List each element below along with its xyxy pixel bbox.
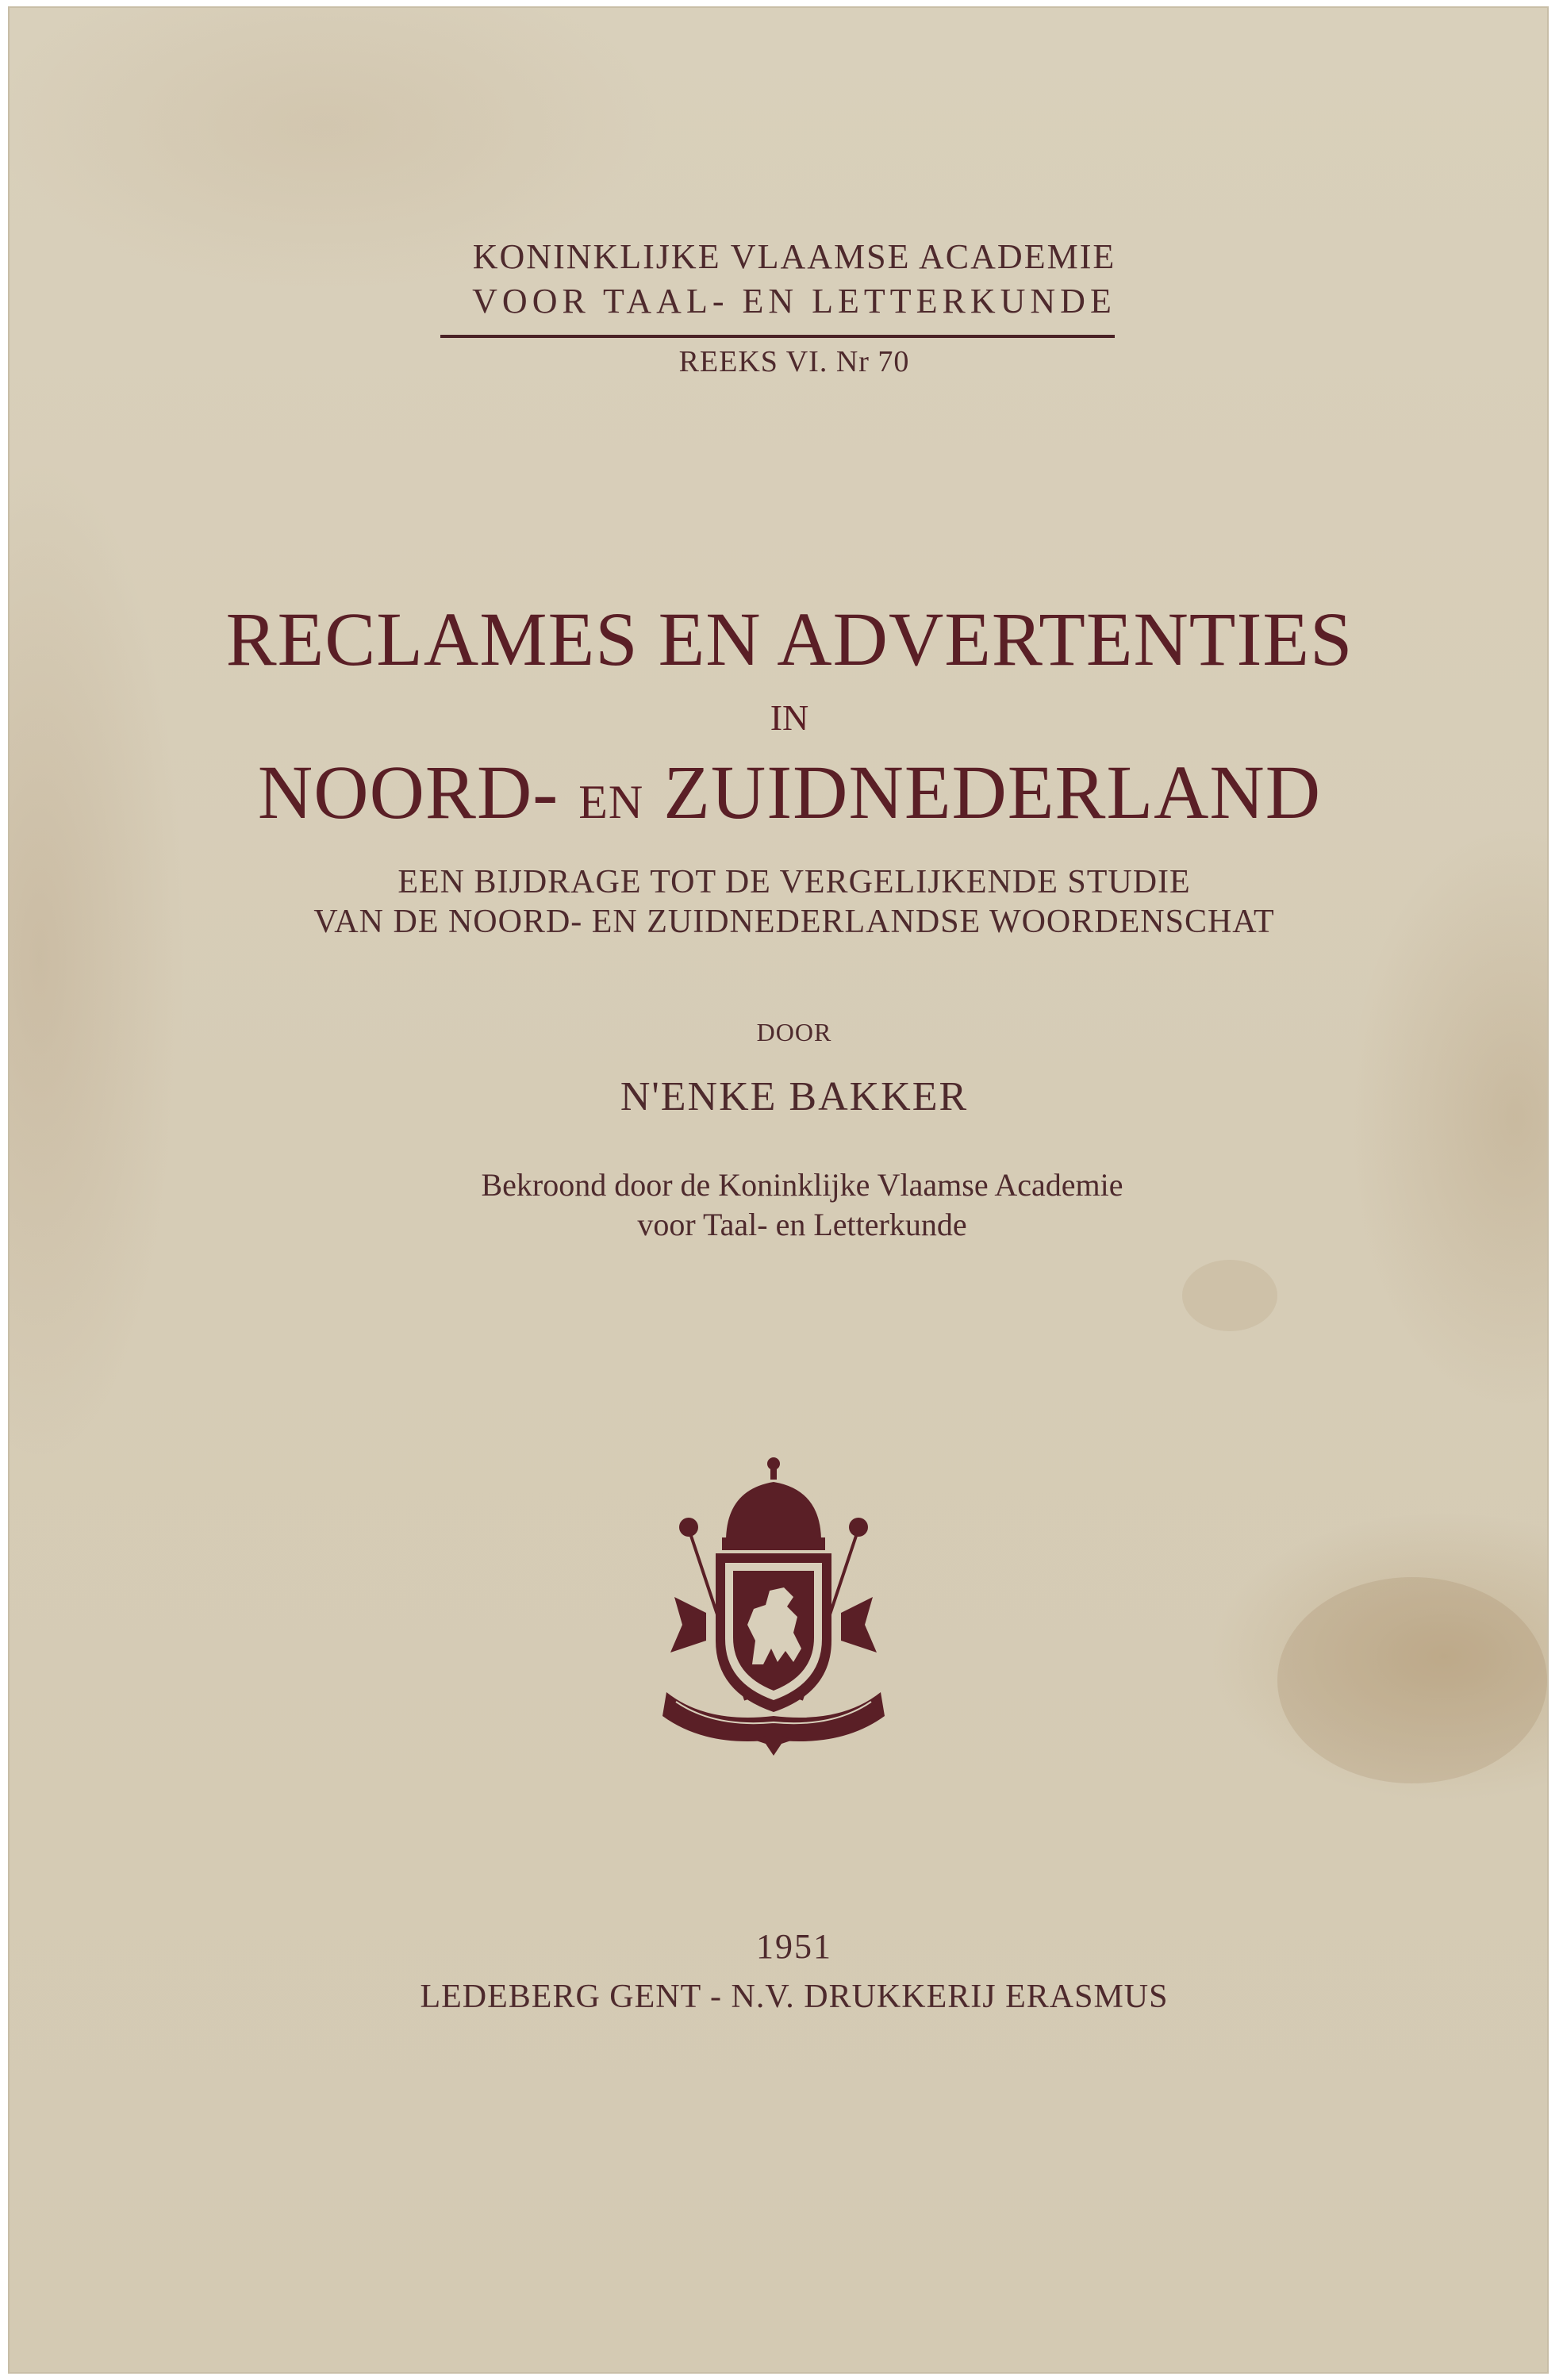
by-label: DOOR [756, 1018, 832, 1046]
book-cover [8, 6, 1549, 2374]
book-title-connector: IN [770, 697, 809, 738]
book-title-line-1: RECLAMES EN ADVERTENTIES [225, 597, 1354, 681]
award-note-line-2: voor Taal- en Letterkunde [637, 1207, 967, 1242]
paper-stain [1182, 1260, 1277, 1331]
publication-year: 1951 [756, 1927, 832, 1966]
series-number: REEKS VI. Nr 70 [678, 345, 910, 378]
academy-subname: VOOR TAAL- EN LETTERKUNDE [472, 282, 1116, 321]
book-title-line-2 [19, 748, 1560, 836]
header-divider [440, 335, 1115, 338]
title-word-zuidnederland: ZUIDNEDERLAND [663, 750, 1322, 835]
paper-stain [1277, 1577, 1547, 1783]
book-subtitle-line-1: EEN BIJDRAGE TOT DE VERGELIJKENDE STUDIE [397, 864, 1191, 900]
award-note-line-1: Bekroond door de Koninklijke Vlaamse Academie [481, 1167, 1123, 1203]
title-word-en: EN [578, 776, 644, 828]
book-subtitle-line-2: VAN DE NOORD- EN ZUIDNEDERLANDSE WOORDENSCHAT [313, 904, 1275, 940]
publisher-line: LEDEBERG GENT - N.V. DRUKKERIJ ERASMUS [420, 1979, 1169, 2015]
author-name: N'ENKE BAKKER [620, 1074, 969, 1119]
belgian-coat-of-arms-icon [659, 1454, 889, 1756]
title-word-noord: NOORD- [257, 750, 559, 835]
academy-name: KONINKLIJKE VLAAMSE ACADEMIE [472, 237, 1116, 276]
